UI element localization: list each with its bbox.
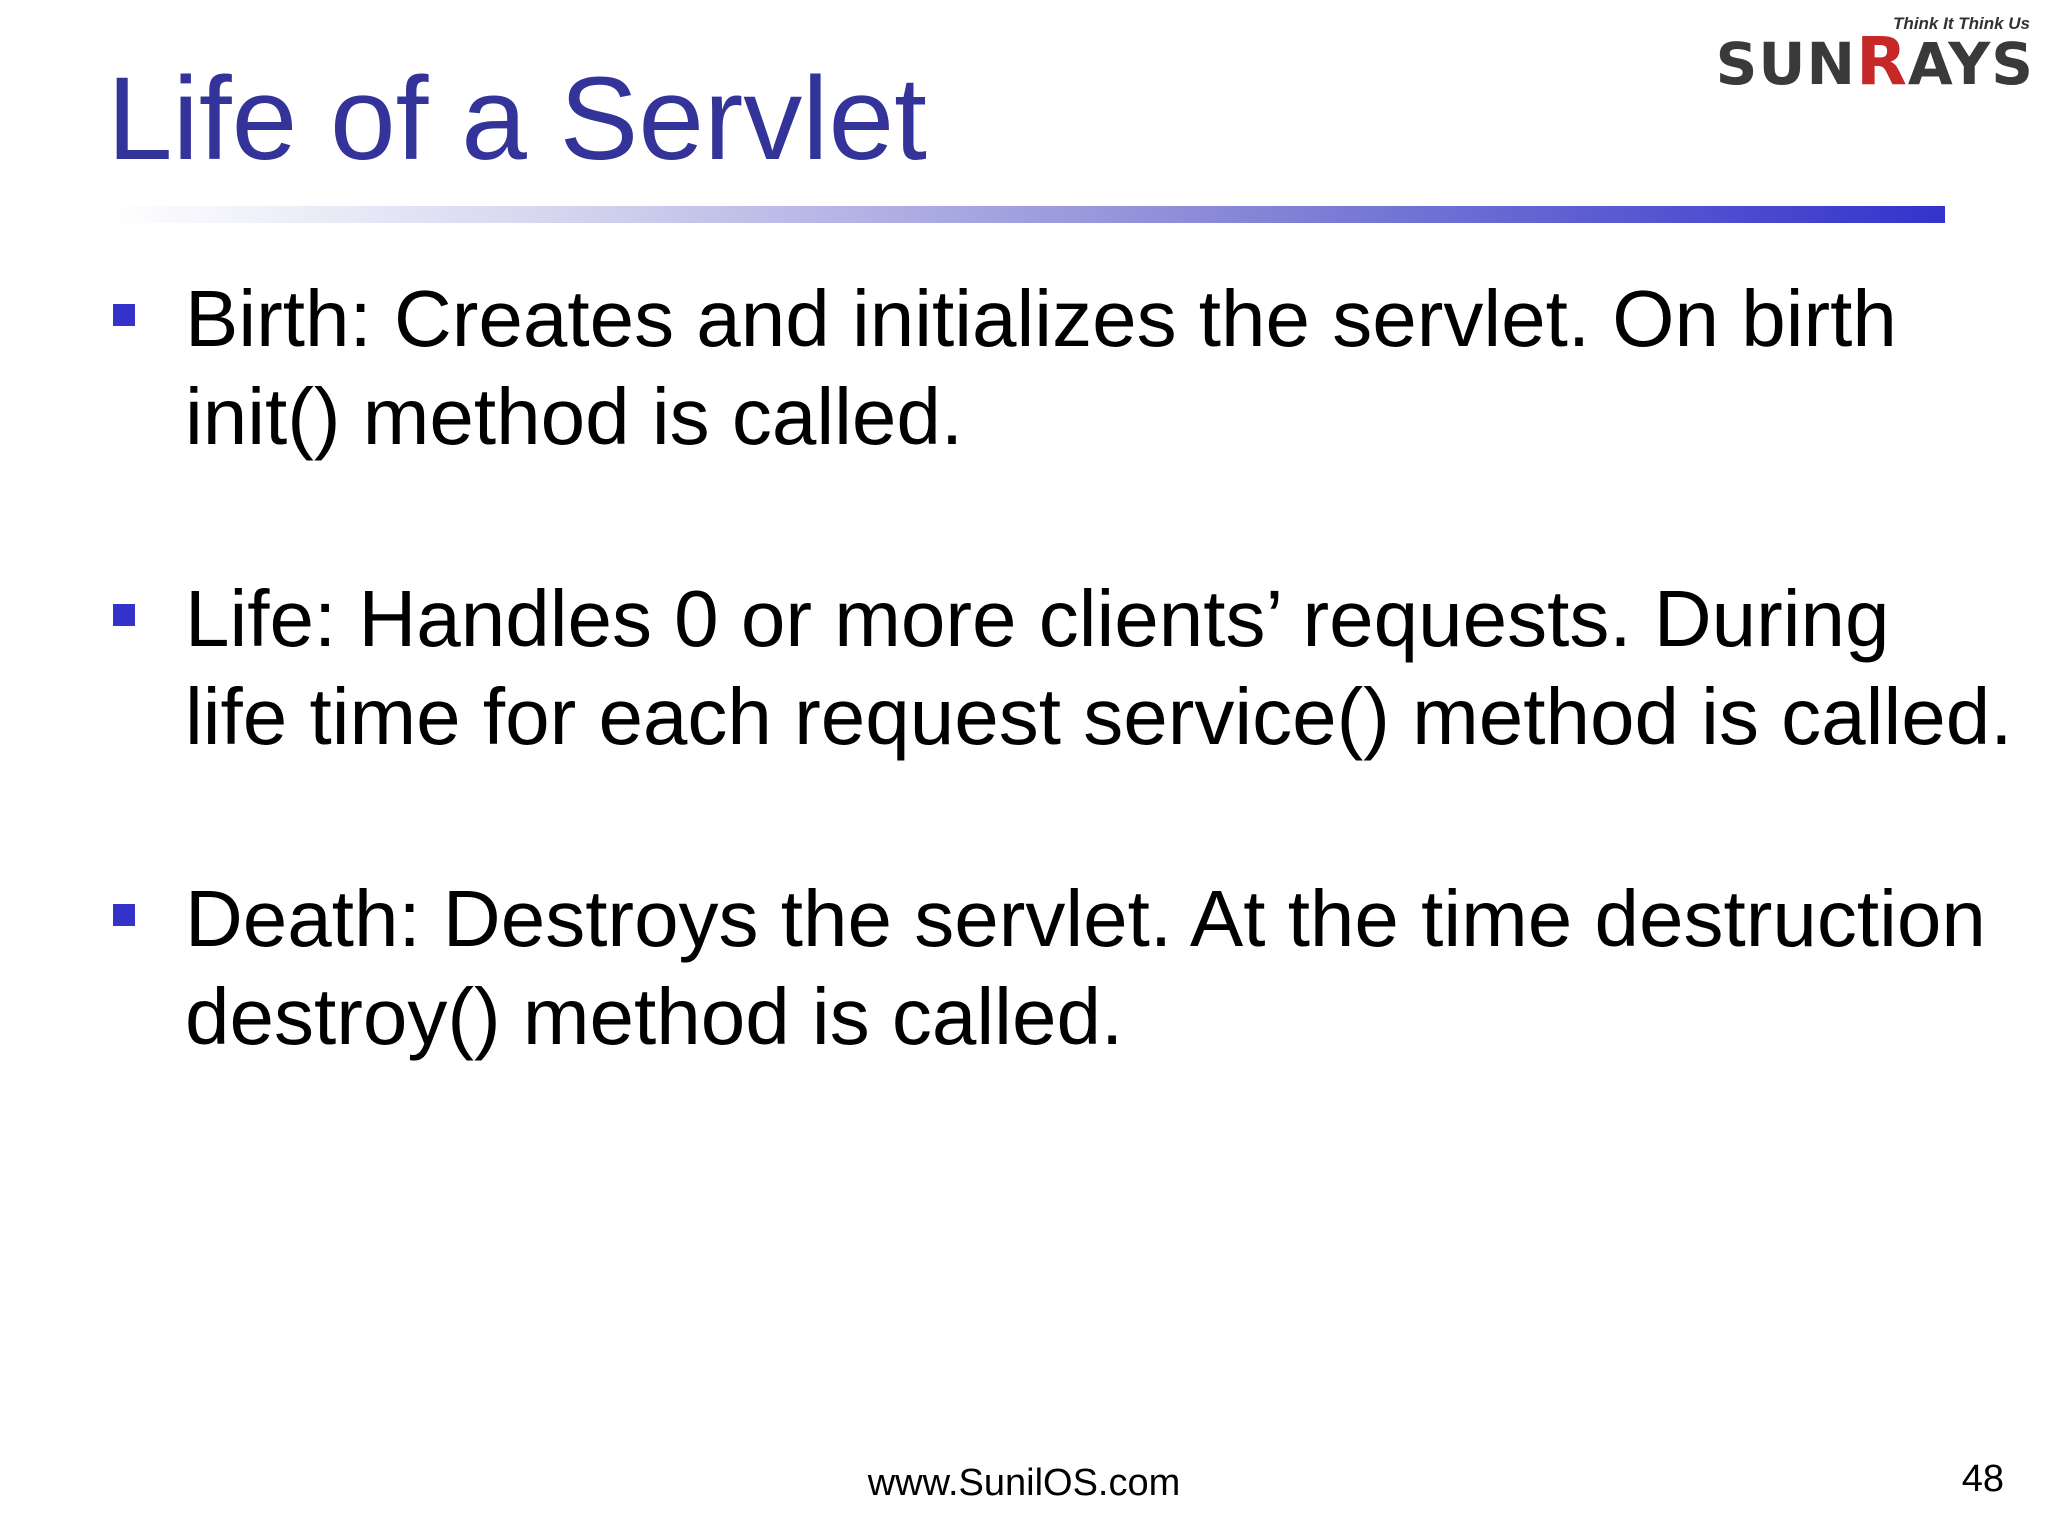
title-underline-divider xyxy=(107,206,1945,223)
square-bullet-icon xyxy=(113,904,135,926)
square-bullet-icon xyxy=(113,304,135,326)
bullet-item-birth xyxy=(113,270,2013,466)
bullet-item-death xyxy=(113,870,2013,1066)
square-bullet-icon xyxy=(113,604,135,626)
sunrays-logo xyxy=(1686,14,2034,100)
logo-word-part2: AYS xyxy=(1907,30,2034,98)
slide-number: 48 xyxy=(1961,1458,2004,1500)
bullet-list xyxy=(113,270,2013,1170)
footer-url: www.SunilOS.com xyxy=(867,1462,1181,1504)
bullet-text: Life: Handles 0 or more clients’ requests. During life time for each request service() method is called. xyxy=(185,574,2013,761)
logo-word-part1: SUN xyxy=(1715,30,1857,98)
bullet-item-life xyxy=(113,570,2013,766)
bullet-text: Birth: Creates and initializes the servlet. On birth init() method is called. xyxy=(185,274,1897,461)
bullet-text: Death: Destroys the servlet. At the time destruction destroy() method is called. xyxy=(185,874,1986,1061)
logo-word-highlight: R xyxy=(1856,23,1908,100)
logo-tagline: Think It Think Us xyxy=(1893,14,2030,33)
slide-title: Life of a Servlet xyxy=(107,53,927,185)
